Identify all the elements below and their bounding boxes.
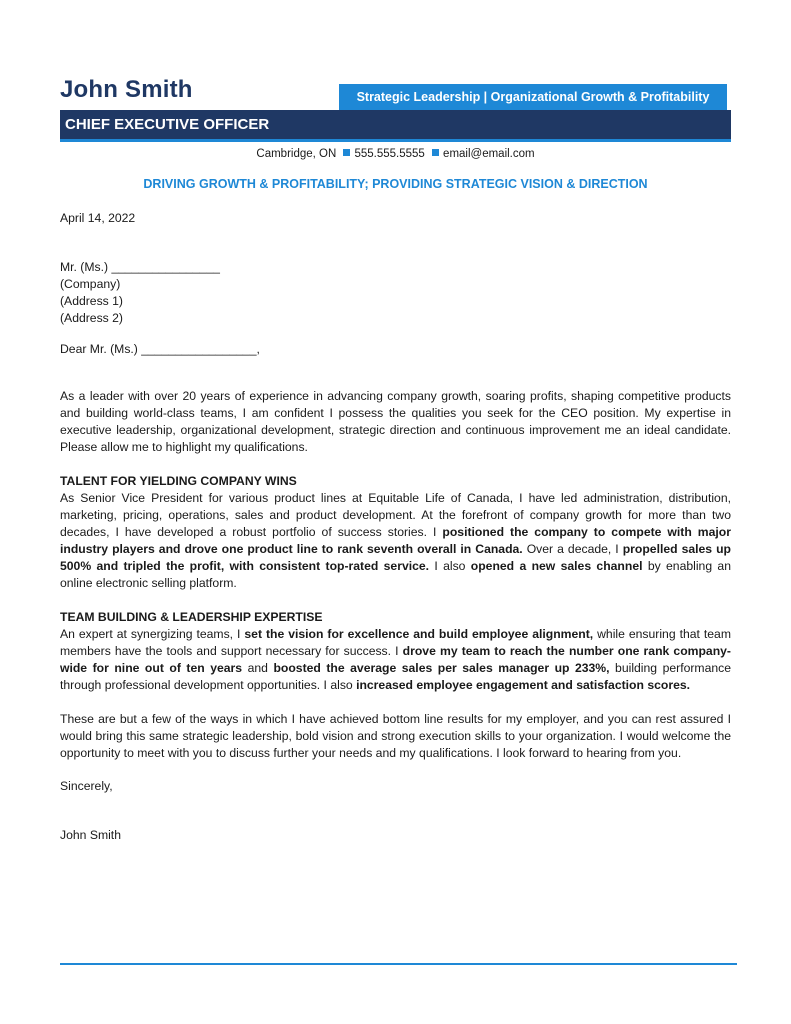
separator-square-icon bbox=[432, 149, 439, 156]
text-run: Over a decade, I bbox=[522, 542, 623, 556]
text-run-bold: set the vision for excellence and build employee alignment, bbox=[244, 627, 594, 641]
signature: John Smith bbox=[60, 828, 121, 842]
job-title: CHIEF EXECUTIVE OFFICER bbox=[65, 116, 270, 133]
contact-location: Cambridge, ON bbox=[256, 148, 337, 160]
intro-paragraph: As a leader with over 20 years of experience in advancing company growth, soaring profits, shaping competitive products and building world-class teams, I am confident I possess the qualities you seek for the CEO position. My expertise in executive leadership, organizational development, strategic direction and continuous improvement me an ideal candidate. Please allow me to highlight my qualifications. bbox=[60, 389, 731, 454]
section-paragraph bbox=[60, 626, 731, 694]
tagline-text: Strategic Leadership | Organizational Growth & Profitability bbox=[356, 90, 710, 104]
recipient-line: (Address 2) bbox=[60, 311, 123, 325]
text-run-bold: drove my team to reach the number one rank company-wide for nine out of ten years bbox=[60, 644, 731, 675]
footer-line bbox=[60, 963, 737, 965]
section-heading: TEAM BUILDING & LEADERSHIP EXPERTISE bbox=[60, 610, 323, 624]
text-run-bold: opened a new sales channel bbox=[470, 559, 643, 573]
text-run-bold: boosted the average sales per sales manager up 233%, bbox=[273, 661, 610, 675]
recipient-line: (Address 1) bbox=[60, 294, 123, 308]
closing: Sincerely, bbox=[60, 779, 113, 793]
letter-date: April 14, 2022 bbox=[60, 211, 136, 225]
text-run: building performance through professional development opportunities. I also bbox=[60, 661, 732, 692]
title-underline bbox=[60, 139, 731, 142]
candidate-name: John Smith bbox=[60, 76, 193, 103]
text-run: As Senior Vice President for various product lines at Equitable Life of Canada, I have led administration, distribution, marketing, pricing, operations, sales and product development. At the forefront of company growth for more than two decades, I have developed a robust portfolio of success stories. I bbox=[60, 491, 731, 539]
text-run-bold: propelled sales up 500% and tripled the profit, with consistent top-rated service. bbox=[60, 542, 731, 573]
recipient-line: Mr. (Ms.) ________________ bbox=[60, 260, 220, 274]
text-run: while ensuring that team members have the tools and support necessary for success. I bbox=[60, 627, 731, 658]
text-run: I also bbox=[429, 559, 471, 573]
recipient-block bbox=[60, 259, 731, 327]
letter-body bbox=[60, 210, 731, 844]
tagline-banner bbox=[339, 84, 727, 110]
text-run: by enabling an online electronic selling platform. bbox=[60, 559, 731, 590]
text-run: and bbox=[242, 661, 274, 675]
salutation: Dear Mr. (Ms.) _________________, bbox=[60, 342, 260, 356]
section-heading: TALENT FOR YIELDING COMPANY WINS bbox=[60, 474, 297, 488]
text-run-bold: increased employee engagement and satisfaction scores. bbox=[356, 678, 691, 692]
conclusion-paragraph: These are but a few of the ways in which I have achieved bottom line results for my employer, and you can rest assured I would bring this same strategic leadership, bold vision and strong execution skills to your organization. I would welcome the opportunity to meet with you to discuss further your needs and my qualifications. I look forward to hearing from you. bbox=[60, 712, 731, 760]
text-run: An expert at synergizing teams, I bbox=[60, 627, 245, 641]
section-paragraph bbox=[60, 490, 731, 592]
contact-email: email@email.com bbox=[443, 148, 535, 160]
recipient-line: (Company) bbox=[60, 277, 121, 291]
contact-phone: 555.555.5555 bbox=[354, 148, 425, 160]
headline: DRIVING GROWTH & PROFITABILITY; PROVIDING STRATEGIC VISION & DIRECTION bbox=[143, 177, 648, 191]
contact-line bbox=[0, 148, 791, 160]
separator-square-icon bbox=[343, 149, 350, 156]
job-title-bar bbox=[60, 110, 731, 139]
text-run-bold: positioned the company to compete with major industry players and drove one product line to rank seventh overall in Canada. bbox=[60, 525, 731, 556]
